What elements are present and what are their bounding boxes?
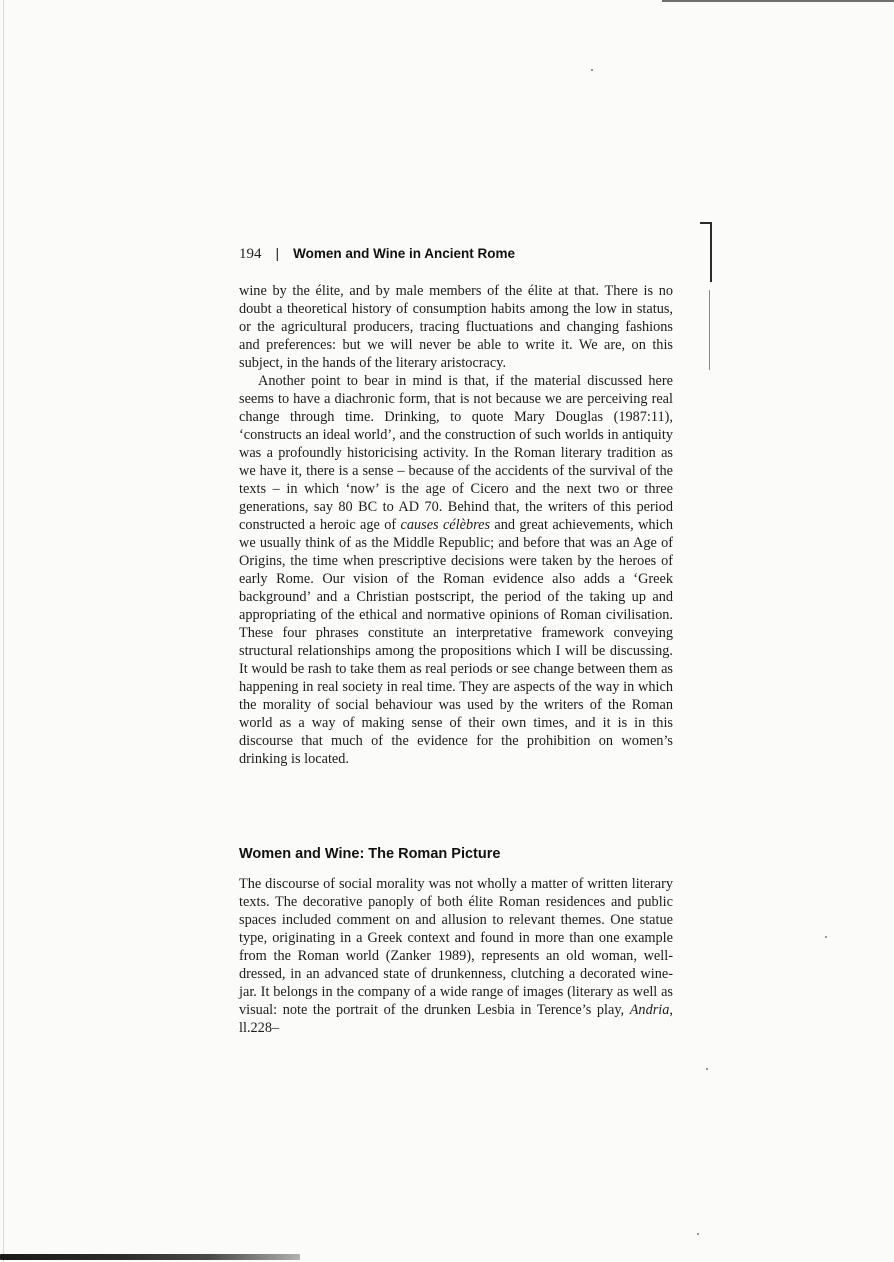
scan-speck — [706, 1068, 708, 1070]
paragraph-text: and great achievements, which we usually think of as the Middle Republic; and before that was an Age of Origins, the time when prescriptive decisions were taken by the heroes of early Rome. Our vision of the Roman evidence also adds a ‘Greek background’ and a Christian postscript, the period of the taking up and appropriating of the ethical and normative opinions of Roman civilisation. These four phrases constitute an interpretative framework conveying structural relationships among the propositions which I will be discussing. It would be rash to take them as real periods or see change between them as happening in real society in real time. They are aspects of the way in which the morality of social behaviour was used by the writers of the Roman world as a way of making sense of their own times, and it is in this discourse that much of the evidence for the prohibition on women’s drinking is located. — [239, 517, 674, 767]
italic-term: causes célèbres — [400, 517, 491, 533]
scan-speck — [825, 936, 827, 938]
paragraph-text: The discourse of social morality was not wholly a matter of written literary texts. The decorative panoply of both élite Roman residences and public spaces included comment on and allusion to relevant themes. One statue type, originating in a Greek context and found in more than one example from the Roman world (Zanker 1989), represents an old woman, well-dressed, in an advanced state of drunkenness, clutching a decorated wine-jar. It belongs in the company of a wide range of images (literary as well as visual: note the portrait of the drunken Lesbia in Terence’s play, — [239, 876, 673, 1018]
paragraph-continued: wine by the élite, and by male members of the élite at that. There is no doubt a theoretical history of consumption habits among the low in status, or the agricultural producers, tracing fluctuations and changing fashions and preferences: but we will never be able to write it. We are, on this subject, in the hands of the literary aristocracy. — [239, 283, 673, 371]
header-separator: | — [275, 245, 280, 261]
paragraph-text: , ll.228– — [239, 1002, 673, 1036]
scan-speck — [591, 69, 593, 71]
running-header — [239, 245, 673, 267]
paragraph-diachronic-form — [239, 372, 673, 768]
scan-speck — [697, 1233, 699, 1235]
page-number: 194 — [239, 246, 262, 262]
binding-crop-mark — [700, 222, 724, 382]
section-heading: Women and Wine: The Roman Picture — [239, 846, 501, 862]
body-text — [239, 282, 673, 768]
paragraph-roman-picture — [239, 875, 673, 1037]
scan-edge-bar-bottom — [0, 1254, 300, 1260]
scan-edge-line-top — [662, 0, 894, 2]
italic-title: Andria — [629, 1002, 670, 1018]
running-title: Women and Wine in Ancient Rome — [293, 246, 516, 261]
paragraph-text: Another point to bear in mind is that, if the material discussed here seems to have a diachronic form, that is not because we are perceiving real change through time. Drinking, to quote Mary Douglas (1987:11), ‘constructs an ideal world’, and the construction of such worlds in antiquity was a profoundly historicising activity. In the Roman literary tradition as we have it, there is a sense – because of the accidents of the survival of the texts – in which ‘now’ is the age of Cicero and the next two or three generations, say 80 BC to AD 70. Behind that, the writers of this period constructed a heroic age of — [239, 373, 673, 533]
scan-edge-line-left — [3, 0, 4, 1262]
section-body-text — [239, 875, 673, 1037]
